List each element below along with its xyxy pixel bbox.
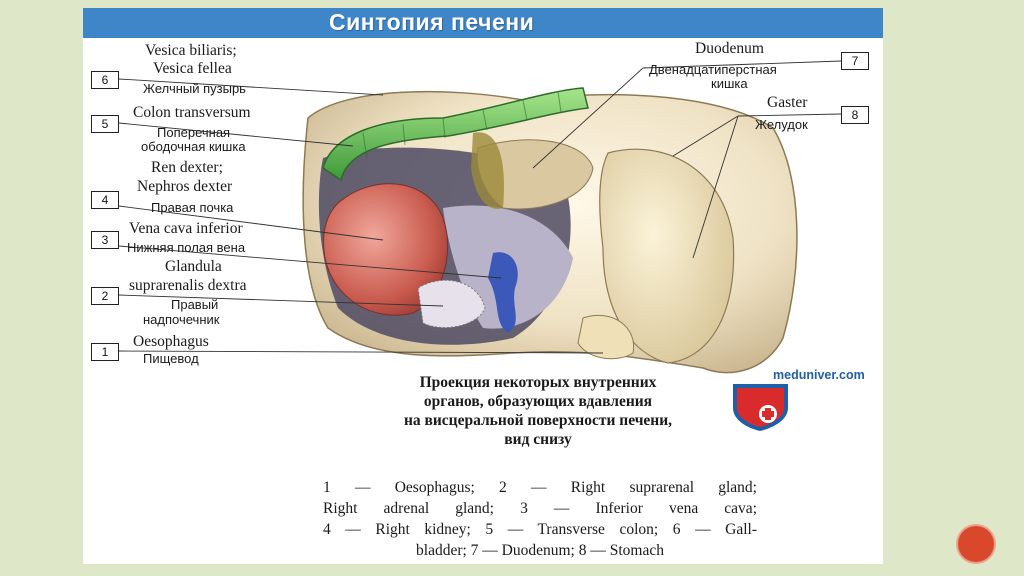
label-3-number: 3	[91, 231, 119, 249]
slide-title: Синтопия печени	[329, 9, 535, 35]
legend-line: Right adrenal gland; 3 — Inferior vena cava;	[323, 500, 757, 517]
label-4-latin-2: Nephros dexter	[137, 178, 233, 195]
caption-line: органов, образующих вдавления	[423, 393, 653, 410]
legend-line: 4 — Right kidney; 5 — Transverse colon; 6 — Gall-	[323, 521, 757, 538]
label-7-latin: Duodenum	[695, 40, 764, 57]
caption-block	[338, 373, 738, 449]
slide-panel	[83, 8, 883, 564]
nav-circle-icon[interactable]	[958, 526, 994, 562]
caption-line: вид снизу	[504, 431, 572, 448]
meduniver-shield-icon	[733, 384, 788, 431]
label-6-latin-2: Vesica fellea	[153, 60, 232, 77]
watermark: meduniver.com	[773, 368, 865, 382]
label-3-latin: Vena cava inferior	[129, 220, 243, 237]
label-5-russian-1: Поперечная	[157, 125, 231, 140]
label-4-russian: Правая почка	[151, 200, 234, 215]
label-2-number: 2	[91, 287, 119, 305]
legend-line: bladder; 7 — Duodenum; 8 — Stomach	[416, 542, 664, 559]
label-4-number: 4	[91, 191, 119, 209]
label-2-latin-2: suprarenalis dextra	[129, 277, 247, 294]
label-5-number: 5	[91, 115, 119, 133]
label-8-latin: Gaster	[767, 94, 808, 111]
legend-block	[323, 477, 757, 561]
caption-line: на висцеральной поверхности печени,	[403, 412, 673, 429]
caption-line: Проекция некоторых внутренних	[419, 374, 657, 391]
label-6-russian: Желчный пузырь	[143, 81, 246, 96]
label-1-number: 1	[91, 343, 119, 361]
label-2-russian-2: надпочечник	[143, 312, 220, 327]
label-7-russian-2: кишка	[711, 76, 748, 91]
label-4-latin-1: Ren dexter;	[151, 159, 223, 176]
label-6-latin-1: Vesica biliaris;	[145, 42, 237, 59]
legend-line: 1 — Oesophagus; 2 — Right suprarenal gland;	[323, 479, 757, 496]
label-2-latin-1: Glandula	[165, 258, 222, 275]
label-2-russian-1: Правый	[171, 297, 219, 312]
label-6-number: 6	[91, 71, 119, 89]
label-7-russian-1: Двенадцатиперстная	[649, 62, 777, 77]
label-3-russian: Нижняя полая вена	[127, 240, 246, 255]
label-7-number: 7	[841, 52, 869, 70]
label-1-latin: Oesophagus	[133, 333, 209, 350]
label-8-number: 8	[841, 106, 869, 124]
label-5-latin: Colon transversum	[133, 104, 251, 121]
label-8-russian: Желудок	[755, 117, 808, 132]
label-1-russian: Пищевод	[143, 351, 199, 366]
label-5-russian-2: ободочная кишка	[141, 139, 246, 154]
